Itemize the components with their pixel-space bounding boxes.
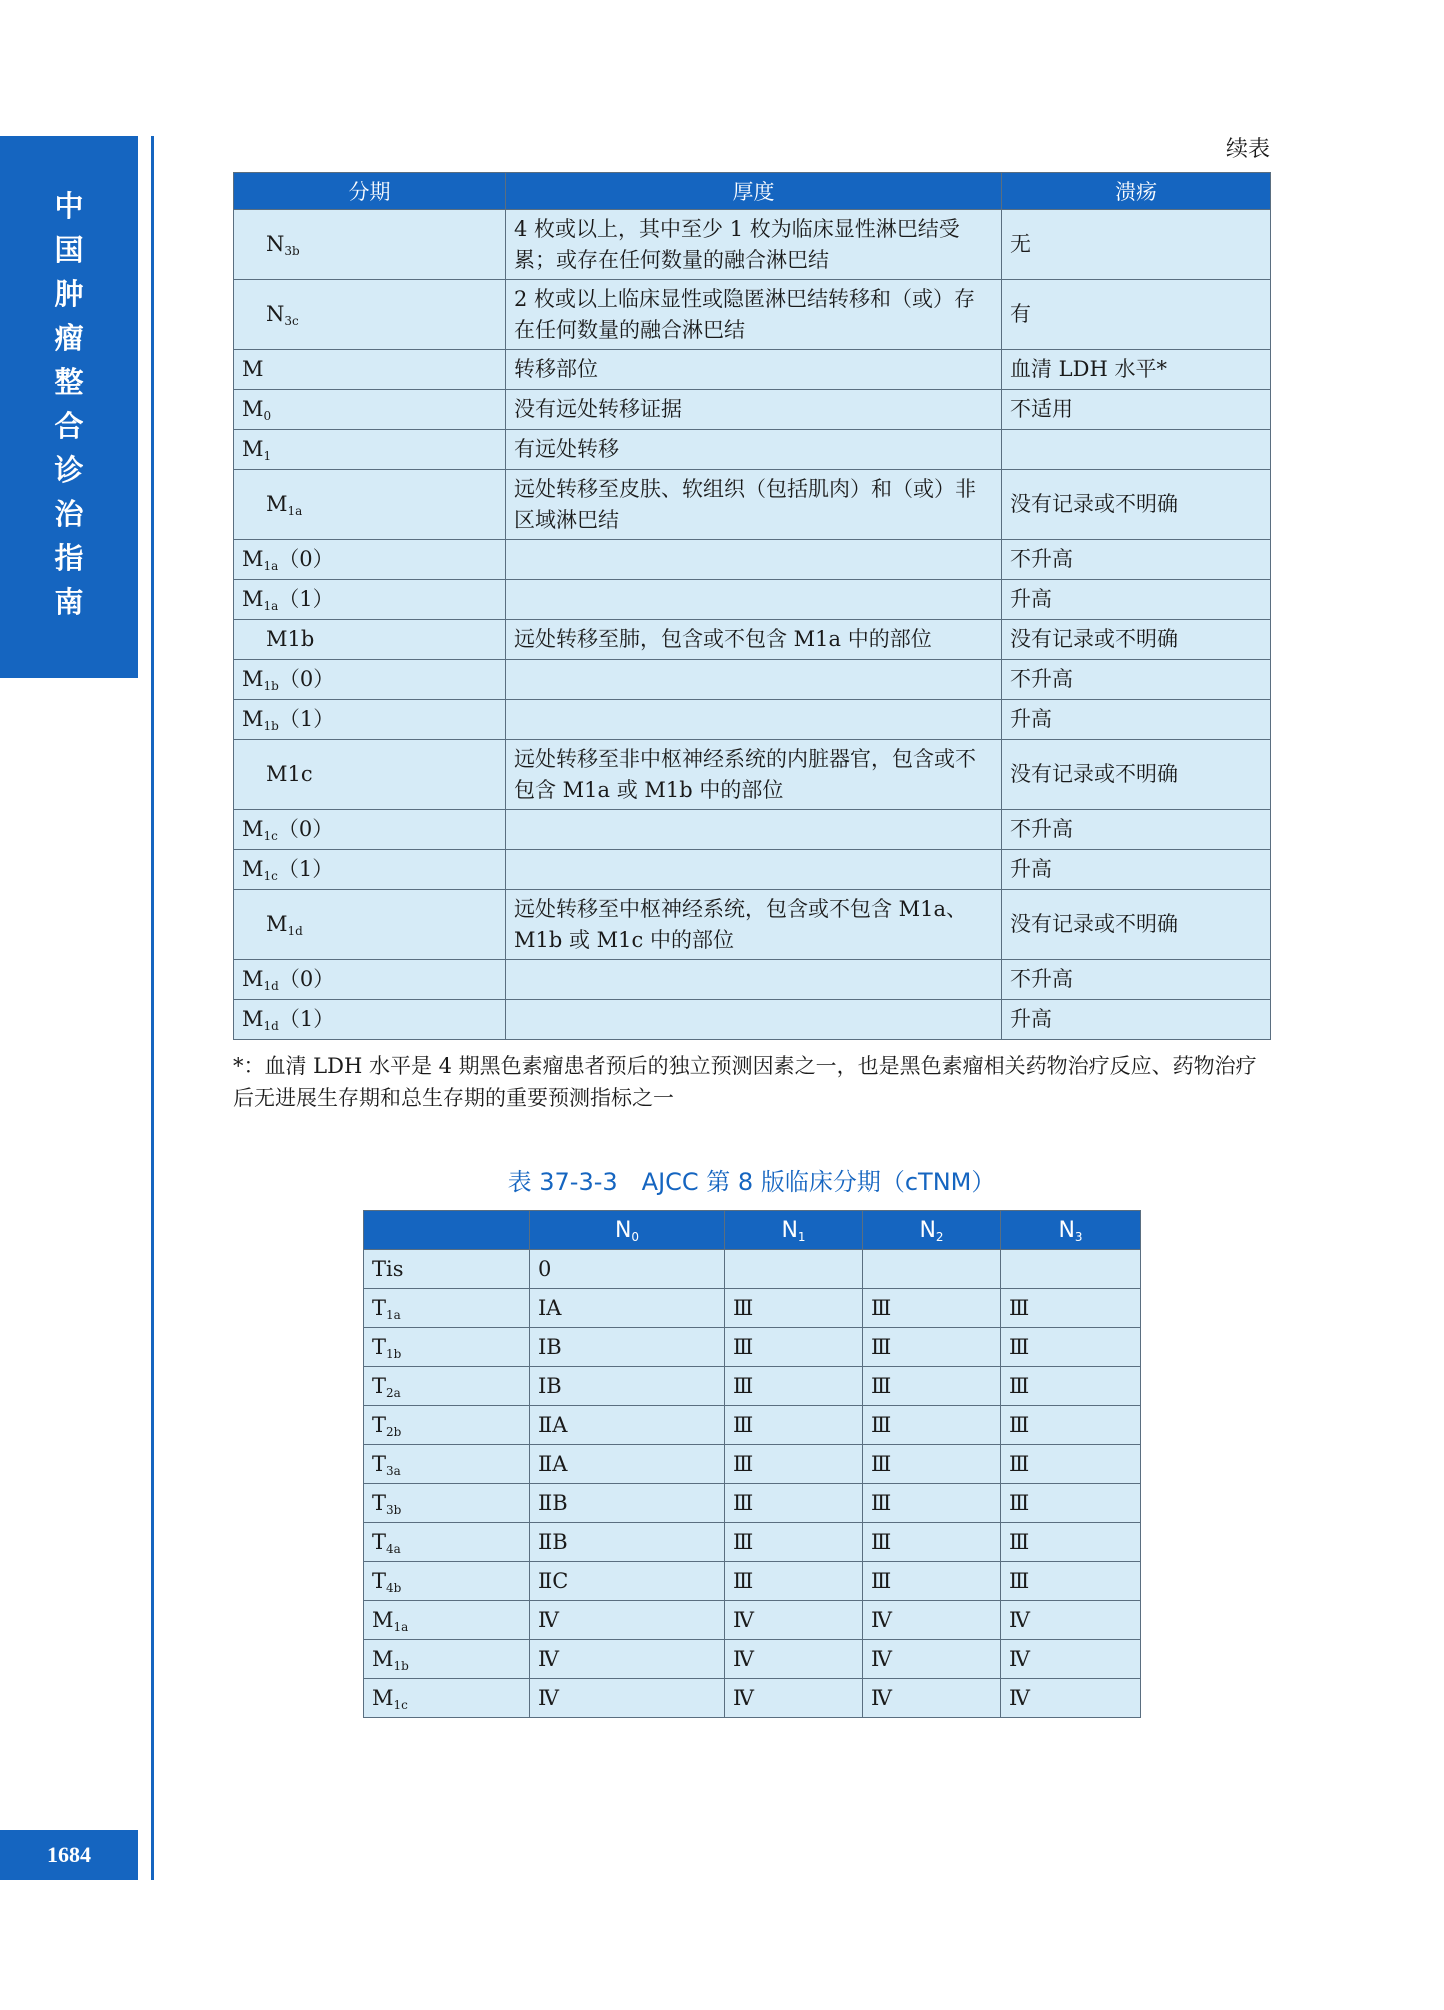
- table-row: [234, 470, 1271, 540]
- stage-label: M: [242, 437, 264, 461]
- ulcer-cell: 不升高: [1002, 810, 1271, 850]
- stage-value-cell: Ⅲ: [1001, 1445, 1141, 1484]
- table-caption: 表 37-3-3 AJCC 第 8 版临床分期（cTNM）: [507, 1168, 996, 1196]
- stage-label: M: [266, 912, 288, 936]
- ulcer-cell: 无: [1002, 210, 1271, 280]
- thickness-cell: 远处转移至皮肤、软组织（包括肌肉）和（或）非区域淋巴结: [506, 470, 1002, 540]
- ulcer-cell: 没有记录或不明确: [1002, 890, 1271, 960]
- clinical-staging-table: [363, 1210, 1141, 1718]
- stage-value-cell: ⅠB: [530, 1367, 725, 1406]
- table-row: [364, 1406, 1141, 1445]
- ulcer-cell: 升高: [1002, 580, 1271, 620]
- stage-label: M1c: [266, 762, 313, 786]
- table-row: [234, 580, 1271, 620]
- stage-subscript: 1b: [263, 679, 279, 693]
- t-category-label: T: [372, 1451, 387, 1476]
- book-title-char: 瘤: [54, 321, 84, 355]
- stage-label: M: [242, 547, 264, 571]
- stage-subscript: 1: [263, 449, 272, 463]
- stage-cell: [234, 350, 506, 390]
- stage-value-cell: Ⅲ: [1001, 1289, 1141, 1328]
- table-row: [234, 890, 1271, 960]
- thickness-cell: [506, 810, 1002, 850]
- stage-suffix: （1）: [278, 707, 335, 731]
- table-row: [234, 210, 1271, 280]
- t-category-subscript: 1c: [393, 1697, 408, 1712]
- thickness-cell: [506, 1000, 1002, 1040]
- table-row: [234, 700, 1271, 740]
- ulcer-cell: 升高: [1002, 700, 1271, 740]
- table-row: [364, 1484, 1141, 1523]
- stage-cell: [234, 660, 506, 700]
- table-row: [234, 350, 1271, 390]
- stage-label: N: [266, 232, 285, 256]
- stage-cell: [234, 1000, 506, 1040]
- stage-label: M1b: [266, 627, 315, 651]
- header-subscript: 0: [631, 1229, 640, 1244]
- t-category-subscript: 4a: [386, 1541, 401, 1556]
- t-category-cell: [364, 1328, 530, 1367]
- stage-label: M: [242, 1007, 264, 1031]
- stage-value-cell: Ⅳ: [863, 1640, 1001, 1679]
- t-category-label: T: [372, 1490, 387, 1515]
- stage-value-cell: Ⅳ: [725, 1679, 863, 1718]
- stage-cell: [234, 210, 506, 280]
- stage-suffix: （1）: [278, 587, 334, 611]
- header-thickness: 厚度: [506, 173, 1002, 210]
- t-category-label: Tis: [372, 1256, 404, 1281]
- stage-cell: [234, 960, 506, 1000]
- t-category-label: M: [372, 1646, 394, 1671]
- stage-cell: [234, 390, 506, 430]
- thickness-cell: 远处转移至非中枢神经系统的内脏器官，包含或不包含 M1a 或 M1b 中的部位: [506, 740, 1002, 810]
- stage-value-cell: Ⅲ: [725, 1445, 863, 1484]
- t-category-subscript: 1b: [386, 1346, 402, 1361]
- t-category-cell: [364, 1523, 530, 1562]
- header-cell: [863, 1211, 1001, 1250]
- t-category-subscript: 3b: [386, 1502, 402, 1517]
- stage-subscript: 0: [263, 409, 272, 423]
- table-row: [364, 1367, 1141, 1406]
- stage-subscript: 1a: [287, 504, 303, 518]
- t-category-subscript: 1a: [393, 1619, 409, 1634]
- book-title-char: 中: [54, 189, 84, 223]
- thickness-cell: 远处转移至中枢神经系统，包含或不包含 M1a、M1b 或 M1c 中的部位: [506, 890, 1002, 960]
- table-row: [364, 1601, 1141, 1640]
- stage-label: M: [242, 397, 264, 421]
- stage-suffix: （1）: [277, 857, 334, 881]
- stage-value-cell: Ⅲ: [1001, 1562, 1141, 1601]
- stage-value-cell: Ⅲ: [725, 1562, 863, 1601]
- stage-value-cell: Ⅲ: [1001, 1328, 1141, 1367]
- stage-value-cell: Ⅳ: [1001, 1601, 1141, 1640]
- table-row: [234, 850, 1271, 890]
- stage-value-cell: Ⅲ: [725, 1406, 863, 1445]
- stage-cell: [234, 740, 506, 810]
- t-category-cell: [364, 1679, 530, 1718]
- table-row: [364, 1679, 1141, 1718]
- stage-value-cell: Ⅲ: [863, 1289, 1001, 1328]
- stage-value-cell: Ⅲ: [725, 1328, 863, 1367]
- header-cell: [530, 1211, 725, 1250]
- stage-label: M: [242, 357, 264, 381]
- table-row: [234, 960, 1271, 1000]
- book-title-char: 合: [54, 409, 84, 443]
- stage-cell: [234, 850, 506, 890]
- stage-value-cell: [863, 1250, 1001, 1289]
- continued-label: 续表: [1225, 137, 1270, 162]
- stage-cell: [234, 620, 506, 660]
- stage-label: M: [242, 667, 264, 691]
- t-category-label: M: [372, 1607, 394, 1632]
- stage-value-cell: Ⅳ: [530, 1640, 725, 1679]
- stage-value-cell: Ⅳ: [1001, 1640, 1141, 1679]
- stage-value-cell: Ⅲ: [863, 1445, 1001, 1484]
- stage-subscript: 1c: [263, 829, 278, 843]
- thickness-cell: 4 枚或以上，其中至少 1 枚为临床显性淋巴结受累；或存在任何数量的融合淋巴结: [506, 210, 1002, 280]
- header-label: N: [1058, 1217, 1075, 1243]
- stage-cell: [234, 470, 506, 540]
- stage-value-cell: Ⅲ: [725, 1289, 863, 1328]
- stage-value-cell: Ⅳ: [863, 1679, 1001, 1718]
- stage-value-cell: Ⅲ: [863, 1406, 1001, 1445]
- stage-subscript: 3b: [284, 244, 300, 258]
- t-category-cell: [364, 1406, 530, 1445]
- header-label: N: [614, 1217, 632, 1243]
- table-row: [234, 540, 1271, 580]
- header-stage: 分期: [234, 173, 506, 210]
- stage-value-cell: Ⅳ: [530, 1679, 725, 1718]
- stage-label: M: [266, 492, 288, 516]
- stage-label: N: [266, 302, 285, 326]
- thickness-cell: [506, 850, 1002, 890]
- thickness-cell: 没有远处转移证据: [506, 390, 1002, 430]
- ulcer-cell: 血清 LDH 水平*: [1002, 350, 1271, 390]
- stage-value-cell: ⅡA: [530, 1406, 725, 1445]
- stage-cell: [234, 430, 506, 470]
- stage-label: M: [242, 857, 264, 881]
- book-title-char: 诊: [54, 453, 84, 487]
- header-label: N: [781, 1217, 798, 1243]
- ulcer-cell: [1002, 430, 1271, 470]
- ulcer-cell: 升高: [1002, 1000, 1271, 1040]
- thickness-cell: [506, 660, 1002, 700]
- staging-table-continued: [233, 172, 1271, 1040]
- stage-subscript: 1a: [263, 559, 279, 573]
- table-row: [364, 1523, 1141, 1562]
- book-title-char: 指: [54, 541, 84, 575]
- stage-value-cell: Ⅲ: [863, 1484, 1001, 1523]
- stage-cell: [234, 890, 506, 960]
- stage-value-cell: Ⅲ: [863, 1328, 1001, 1367]
- stage-value-cell: [1001, 1250, 1141, 1289]
- stage-label: M: [242, 587, 264, 611]
- t-category-cell: [364, 1367, 530, 1406]
- stage-subscript: 1a: [263, 599, 279, 613]
- table-row: [364, 1289, 1141, 1328]
- ulcer-cell: 不升高: [1002, 540, 1271, 580]
- table-row: [364, 1445, 1141, 1484]
- page-number: 1684: [0, 1830, 138, 1880]
- stage-value-cell: 0: [530, 1250, 725, 1289]
- thickness-cell: [506, 700, 1002, 740]
- stage-value-cell: Ⅳ: [863, 1601, 1001, 1640]
- stage-value-cell: ⅡB: [530, 1484, 725, 1523]
- thickness-cell: 远处转移至肺，包含或不包含 M1a 中的部位: [506, 620, 1002, 660]
- thickness-cell: [506, 960, 1002, 1000]
- stage-cell: [234, 580, 506, 620]
- stage-value-cell: Ⅳ: [530, 1601, 725, 1640]
- t-category-cell: [364, 1562, 530, 1601]
- stage-value-cell: Ⅲ: [863, 1367, 1001, 1406]
- stage-value-cell: ⅠB: [530, 1328, 725, 1367]
- ulcer-cell: 有: [1002, 280, 1271, 350]
- stage-cell: [234, 810, 506, 850]
- header-cell: [725, 1211, 863, 1250]
- header-subscript: 3: [1074, 1229, 1083, 1244]
- stage-subscript: 1c: [263, 869, 278, 883]
- t-category-cell: [364, 1484, 530, 1523]
- t-category-label: T: [372, 1568, 387, 1593]
- stage-value-cell: Ⅲ: [1001, 1484, 1141, 1523]
- stage-value-cell: Ⅲ: [863, 1562, 1001, 1601]
- stage-value-cell: Ⅲ: [725, 1523, 863, 1562]
- stage-subscript: 1d: [263, 979, 279, 993]
- t-category-label: T: [372, 1295, 387, 1320]
- thickness-cell: [506, 580, 1002, 620]
- stage-value-cell: Ⅲ: [1001, 1523, 1141, 1562]
- stage-label: M: [242, 817, 264, 841]
- ulcer-cell: 不升高: [1002, 960, 1271, 1000]
- table-row: [234, 1000, 1271, 1040]
- table-row: [364, 1250, 1141, 1289]
- stage-cell: [234, 540, 506, 580]
- header-cell: [1001, 1211, 1141, 1250]
- header-cell: [364, 1211, 530, 1250]
- table-row: [234, 810, 1271, 850]
- table-row: [234, 390, 1271, 430]
- t-category-label: M: [372, 1685, 394, 1710]
- ulcer-cell: 不升高: [1002, 660, 1271, 700]
- header-ulcer: 溃疡: [1002, 173, 1271, 210]
- t-category-label: T: [372, 1373, 387, 1398]
- thickness-cell: 有远处转移: [506, 430, 1002, 470]
- margin-rule: [151, 136, 154, 1880]
- t-category-subscript: 1a: [386, 1307, 401, 1322]
- table-row: [364, 1328, 1141, 1367]
- ulcer-cell: 没有记录或不明确: [1002, 620, 1271, 660]
- header-subscript: 2: [935, 1229, 944, 1244]
- table-row: [234, 620, 1271, 660]
- table-row: [234, 280, 1271, 350]
- stage-value-cell: Ⅲ: [725, 1367, 863, 1406]
- stage-cell: [234, 280, 506, 350]
- table-header-row: [364, 1211, 1141, 1250]
- t-category-subscript: 4b: [386, 1580, 402, 1595]
- t-category-subscript: 1b: [393, 1658, 409, 1673]
- table-row: [364, 1562, 1141, 1601]
- stage-value-cell: Ⅳ: [725, 1640, 863, 1679]
- stage-value-cell: Ⅳ: [1001, 1679, 1141, 1718]
- ulcer-cell: 不适用: [1002, 390, 1271, 430]
- book-title-char: 肿: [54, 277, 84, 311]
- t-category-cell: [364, 1601, 530, 1640]
- table-row: [364, 1640, 1141, 1679]
- t-category-subscript: 2b: [386, 1424, 402, 1439]
- stage-value-cell: Ⅲ: [725, 1484, 863, 1523]
- t-category-cell: [364, 1445, 530, 1484]
- stage-subscript: 1b: [263, 719, 279, 733]
- stage-value-cell: Ⅳ: [725, 1601, 863, 1640]
- stage-suffix: （1）: [278, 1007, 335, 1031]
- book-title-char: 国: [54, 233, 84, 267]
- stage-value-cell: Ⅲ: [863, 1523, 1001, 1562]
- table-header-row: [234, 173, 1271, 210]
- thickness-cell: 2 枚或以上临床显性或隐匿淋巴结转移和（或）存在任何数量的融合淋巴结: [506, 280, 1002, 350]
- thickness-cell: [506, 540, 1002, 580]
- book-title-char: 治: [54, 497, 84, 531]
- book-title-char: 南: [54, 585, 84, 619]
- t-category-label: T: [372, 1334, 387, 1359]
- stage-suffix: （0）: [278, 967, 335, 991]
- stage-label: M: [242, 967, 264, 991]
- stage-subscript: 3c: [284, 314, 299, 328]
- ulcer-cell: 升高: [1002, 850, 1271, 890]
- table-row: [234, 740, 1271, 810]
- table-row: [234, 660, 1271, 700]
- t-category-label: T: [372, 1529, 387, 1554]
- book-title: [0, 184, 138, 624]
- table-row: [234, 430, 1271, 470]
- thickness-cell: 转移部位: [506, 350, 1002, 390]
- stage-value-cell: ⅡC: [530, 1562, 725, 1601]
- header-subscript: 1: [797, 1229, 806, 1244]
- t-category-cell: [364, 1289, 530, 1328]
- stage-label: M: [242, 707, 264, 731]
- header-label: N: [919, 1217, 936, 1243]
- book-title-char: 整: [54, 365, 84, 399]
- stage-subscript: 1d: [263, 1019, 279, 1033]
- stage-suffix: （0）: [277, 817, 334, 841]
- footnote: *：血清 LDH 水平是 4 期黑色素瘤患者预后的独立预测因素之一，也是黑色素瘤相关药物治疗反应、药物治疗后无进展生存期和总生存期的重要预测指标之一: [233, 1054, 1257, 1110]
- stage-suffix: （0）: [278, 667, 335, 691]
- ulcer-cell: 没有记录或不明确: [1002, 470, 1271, 540]
- stage-value-cell: ⅠA: [530, 1289, 725, 1328]
- t-category-cell: [364, 1640, 530, 1679]
- t-category-subscript: 2a: [386, 1385, 401, 1400]
- t-category-subscript: 3a: [386, 1463, 401, 1478]
- t-category-cell: [364, 1250, 530, 1289]
- stage-cell: [234, 700, 506, 740]
- stage-value-cell: ⅡB: [530, 1523, 725, 1562]
- stage-suffix: （0）: [278, 547, 334, 571]
- ulcer-cell: 没有记录或不明确: [1002, 740, 1271, 810]
- stage-subscript: 1d: [287, 924, 303, 938]
- stage-value-cell: Ⅲ: [1001, 1367, 1141, 1406]
- t-category-label: T: [372, 1412, 387, 1437]
- stage-value-cell: ⅡA: [530, 1445, 725, 1484]
- stage-value-cell: Ⅲ: [1001, 1406, 1141, 1445]
- stage-value-cell: [725, 1250, 863, 1289]
